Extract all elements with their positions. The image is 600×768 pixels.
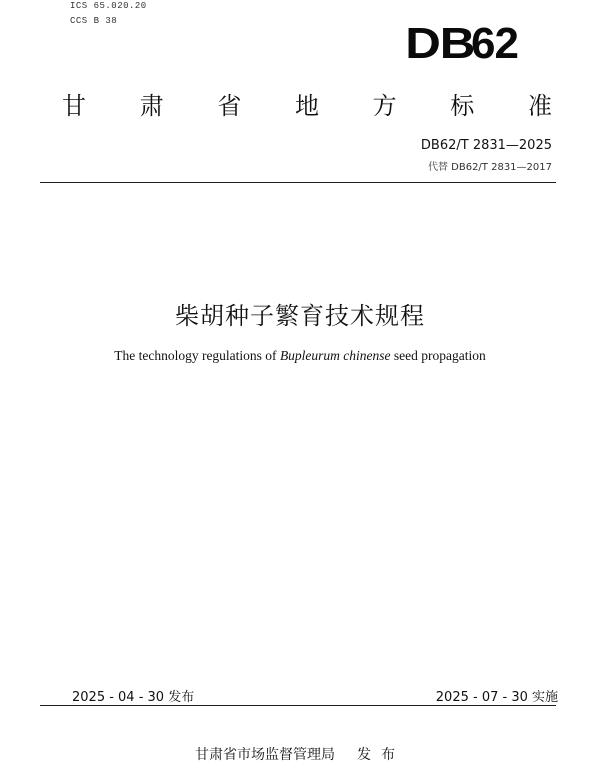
publisher-line bbox=[0, 744, 600, 764]
english-title-species: Bupleurum chinense bbox=[279, 348, 391, 363]
ccs-code: CCS B 38 bbox=[70, 16, 118, 26]
standard-type-heading bbox=[62, 86, 552, 121]
standard-type-char: 地 bbox=[294, 92, 319, 120]
standard-type-char: 甘 bbox=[62, 92, 86, 120]
db-logo bbox=[405, 19, 518, 68]
publish-action bbox=[357, 747, 405, 763]
standard-type-char: 准 bbox=[527, 92, 552, 120]
standard-type-char: 方 bbox=[372, 92, 397, 120]
document-title-chinese: 柴胡种子繁育技术规程 bbox=[175, 302, 425, 330]
top-divider bbox=[40, 182, 556, 183]
standard-type-char: 标 bbox=[450, 92, 475, 120]
document-title-english bbox=[0, 348, 600, 364]
bottom-divider bbox=[40, 705, 556, 706]
logo-prefix: DB bbox=[405, 19, 475, 68]
publish-action-char: 发 bbox=[357, 747, 371, 763]
standard-type-char: 肃 bbox=[139, 92, 164, 120]
issue-date: 2025 - 04 - 30 发布 bbox=[72, 690, 195, 705]
replaces-standard: 代替 DB62/T 2831—2017 bbox=[427, 162, 552, 173]
logo-number: 62 bbox=[471, 19, 518, 68]
english-title-suffix: seed propagation bbox=[390, 348, 486, 363]
publisher-name: 甘肃省市场监督管理局 bbox=[195, 747, 335, 763]
publish-action-char: 布 bbox=[381, 747, 395, 763]
ics-code: ICS 65.020.20 bbox=[70, 1, 147, 11]
standard-number: DB62/T 2831—2025 bbox=[420, 138, 552, 153]
implementation-date: 2025 - 07 - 30 实施 bbox=[435, 690, 558, 705]
standard-type-char: 省 bbox=[217, 92, 242, 120]
english-title-prefix: The technology regulations of bbox=[114, 348, 280, 363]
